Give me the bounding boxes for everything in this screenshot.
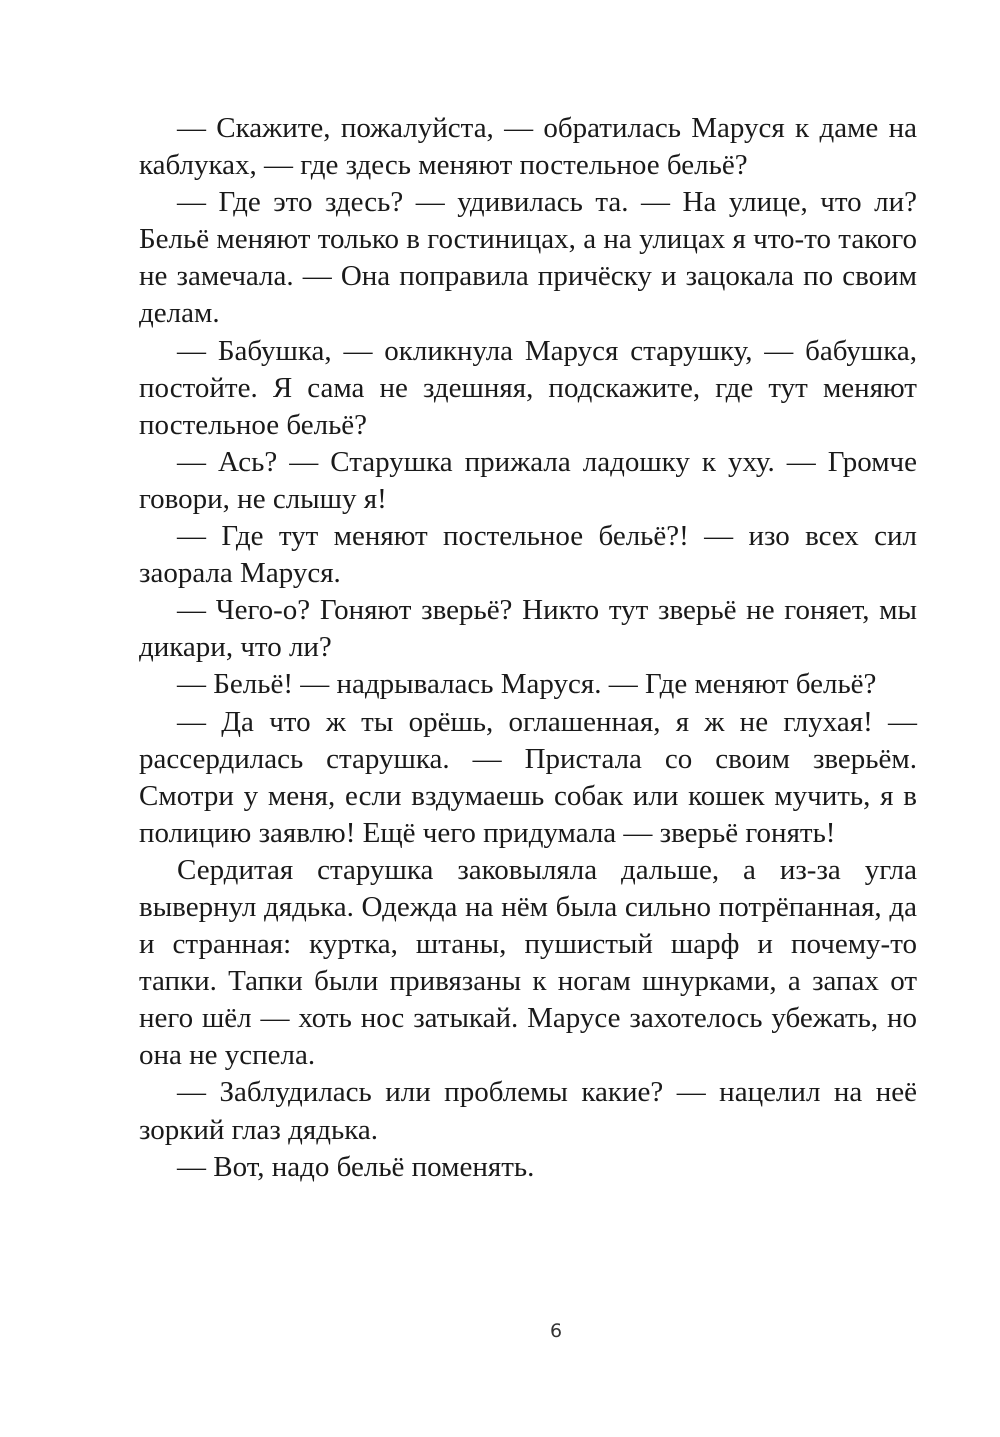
paragraph-7: — Бельё! — надрывалась Маруся. — Где меняют бельё? [177,668,877,701]
paragraph-9: Сердитая старушка заковыляла дальше, а из-за угла вывернул дядька. Одежда на нём была сильно потрёпанная, да и странная: куртка, штаны, пушистый шарф и почему-то тапки. Тапки были привязаны к ногам шнурками, а запах от него шёл — хоть нос затыкай. Марусе захотелось убежать, но она не успела. [139,853,917,1072]
paragraph-4: — Ась? — Старушка прижала ладошку к уху. — Громче говори, не слышу я! [139,445,917,515]
paragraph-3: — Бабушка, — окликнула Маруся старушку, — бабушка, постойте. Я сама не здешняя, подскажите, где тут меняют постельное бельё? [139,334,917,441]
body-text [139,110,917,1186]
paragraph-2: — Где это здесь? — удивилась та. — На улице, что ли? Бельё меняют только в гостиницах, а на улицах я что-то такого не замечала. — Она поправила причёску и зацокала по своим делам. [139,186,917,330]
paragraph-8: — Да что ж ты орёшь, оглашенная, я ж не глухая! — рассердилась старушка. — Пристала со своим зверьём. Смотри у меня, если вздумаешь собак или кошек мучить, я в полицию заявлю! Ещё чего придумала — зверьё гонять! [139,705,917,849]
page-number: 6 [549,1320,563,1342]
paragraph-6: — Чего-о? Гоняют зверьё? Никто тут зверьё не гоняет, мы дикари, что ли? [139,594,917,664]
paragraph-11: — Вот, надо бельё поменять. [177,1150,535,1183]
paragraph-10: — Заблудилась или проблемы какие? — нацелил на неё зоркий глаз дядька. [139,1076,917,1146]
paragraph-5: — Где тут меняют постельное бельё?! — изо всех сил заорала Маруся. [139,520,917,590]
paragraph-1: — Скажите, пожалуйста, — обратилась Маруся к даме на каблуках, — где здесь меняют постельное бельё? [139,112,917,182]
